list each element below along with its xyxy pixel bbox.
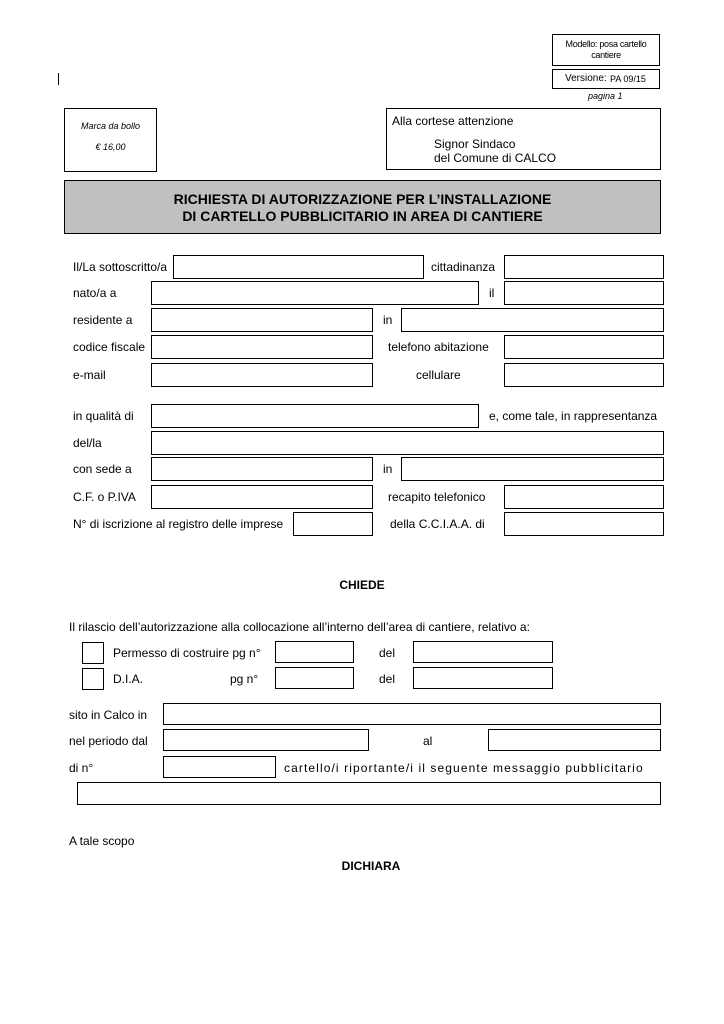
come-tale-label: e, come tale, in rappresentanza xyxy=(489,409,658,423)
codice-fiscale-field[interactable] xyxy=(151,335,373,359)
scopo-label: A tale scopo xyxy=(69,834,135,848)
residente-indirizzo-field[interactable] xyxy=(401,308,664,332)
sede-field[interactable] xyxy=(151,457,373,481)
recipient-line1: Alla cortese attenzione xyxy=(392,114,514,128)
cellulare-label: cellulare xyxy=(416,368,461,382)
marca-da-bollo-box xyxy=(64,108,157,172)
chiede-heading: CHIEDE xyxy=(339,578,385,592)
messaggio-field[interactable] xyxy=(77,782,661,805)
modello-box xyxy=(552,34,660,66)
nato-field[interactable] xyxy=(151,281,479,305)
recapito-label: recapito telefonico xyxy=(388,490,486,504)
periodo-al-field[interactable] xyxy=(488,729,661,751)
bollo-amount: € 16,00 xyxy=(95,142,126,152)
dia-data-field[interactable] xyxy=(413,667,553,689)
dichiara-heading: DICHIARA xyxy=(341,859,401,873)
dia-pg-field[interactable] xyxy=(275,667,354,689)
data-nascita-field[interactable] xyxy=(504,281,664,305)
permesso-pg-field[interactable] xyxy=(275,641,354,663)
cciaa-label: della C.C.I.A.A. di xyxy=(390,517,485,531)
residente-label: residente a xyxy=(73,313,133,327)
di-n-label: di n° xyxy=(69,761,94,775)
dia-label: D.I.A. xyxy=(113,672,144,686)
telefono-abitazione-field[interactable] xyxy=(504,335,664,359)
sede-in-label: in xyxy=(383,462,393,476)
cf-piva-label: C.F. o P.IVA xyxy=(73,490,136,504)
sottoscritto-field[interactable] xyxy=(173,255,424,279)
sito-field[interactable] xyxy=(163,703,661,725)
title-banner xyxy=(64,180,661,234)
text-cursor-mark xyxy=(58,73,59,85)
qualita-label: in qualità di xyxy=(73,409,134,423)
il-label: il xyxy=(489,286,495,300)
sede-indirizzo-field[interactable] xyxy=(401,457,664,481)
dia-checkbox[interactable] xyxy=(82,668,104,690)
recipient-line3: del Comune di CALCO xyxy=(434,151,557,165)
dia-pg-label: pg n° xyxy=(230,672,259,686)
residente-in-label: in xyxy=(383,313,393,327)
email-field[interactable] xyxy=(151,363,373,387)
residente-field[interactable] xyxy=(151,308,373,332)
permesso-label: Permesso di costruire pg n° xyxy=(113,646,261,660)
iscrizione-label: N° di iscrizione al registro delle imprese xyxy=(73,517,284,531)
periodo-dal-field[interactable] xyxy=(163,729,369,751)
cciaa-field[interactable] xyxy=(504,512,664,536)
versione-value: PA 09/15 xyxy=(610,74,646,84)
iscrizione-field[interactable] xyxy=(293,512,373,536)
numero-cartelli-field[interactable] xyxy=(163,756,276,778)
della-field[interactable] xyxy=(151,431,664,455)
permesso-checkbox[interactable] xyxy=(82,642,104,664)
request-intro: Il rilascio dell’autorizzazione alla collocazione all’interno dell’area di cantiere, relativo a: xyxy=(69,620,530,634)
recapito-field[interactable] xyxy=(504,485,664,509)
email-label: e-mail xyxy=(73,368,106,382)
page-number: pagina 1 xyxy=(588,91,623,101)
permesso-del-label: del xyxy=(379,646,396,660)
cellulare-field[interactable] xyxy=(504,363,664,387)
sottoscritto-label: Il/La sottoscritto/a xyxy=(73,260,168,274)
cittadinanza-label: cittadinanza xyxy=(431,260,496,274)
della-label: del/la xyxy=(73,436,102,450)
recipient-box xyxy=(386,108,661,170)
telefono-abitazione-label: telefono abitazione xyxy=(388,340,489,354)
page-title-line1: RICHIESTA DI AUTORIZZAZIONE PER L’INSTALLAZIONE xyxy=(173,191,552,207)
permesso-data-field[interactable] xyxy=(413,641,553,663)
qualita-field[interactable] xyxy=(151,404,479,428)
sede-label: con sede a xyxy=(73,462,132,476)
page-title-line2: DI CARTELLO PUBBLICITARIO IN AREA DI CANTIERE xyxy=(182,208,543,224)
nato-label: nato/a a xyxy=(73,286,117,300)
sito-label: sito in Calco in xyxy=(69,708,148,722)
versione-box xyxy=(552,69,660,89)
cartello-label: cartello/i riportante/i il seguente messaggio pubblicitario xyxy=(284,761,644,775)
periodo-label: nel periodo dal xyxy=(69,734,148,748)
bollo-label: Marca da bollo xyxy=(80,121,141,131)
cf-piva-field[interactable] xyxy=(151,485,373,509)
codice-fiscale-label: codice fiscale xyxy=(73,340,146,354)
dia-del-label: del xyxy=(379,672,396,686)
recipient-line2: Signor Sindaco xyxy=(434,137,516,151)
versione-label: Versione: xyxy=(565,73,607,84)
periodo-al-label: al xyxy=(423,734,433,748)
modello-label: Modello: posa cartello cantiere xyxy=(565,39,647,60)
cittadinanza-field[interactable] xyxy=(504,255,664,279)
